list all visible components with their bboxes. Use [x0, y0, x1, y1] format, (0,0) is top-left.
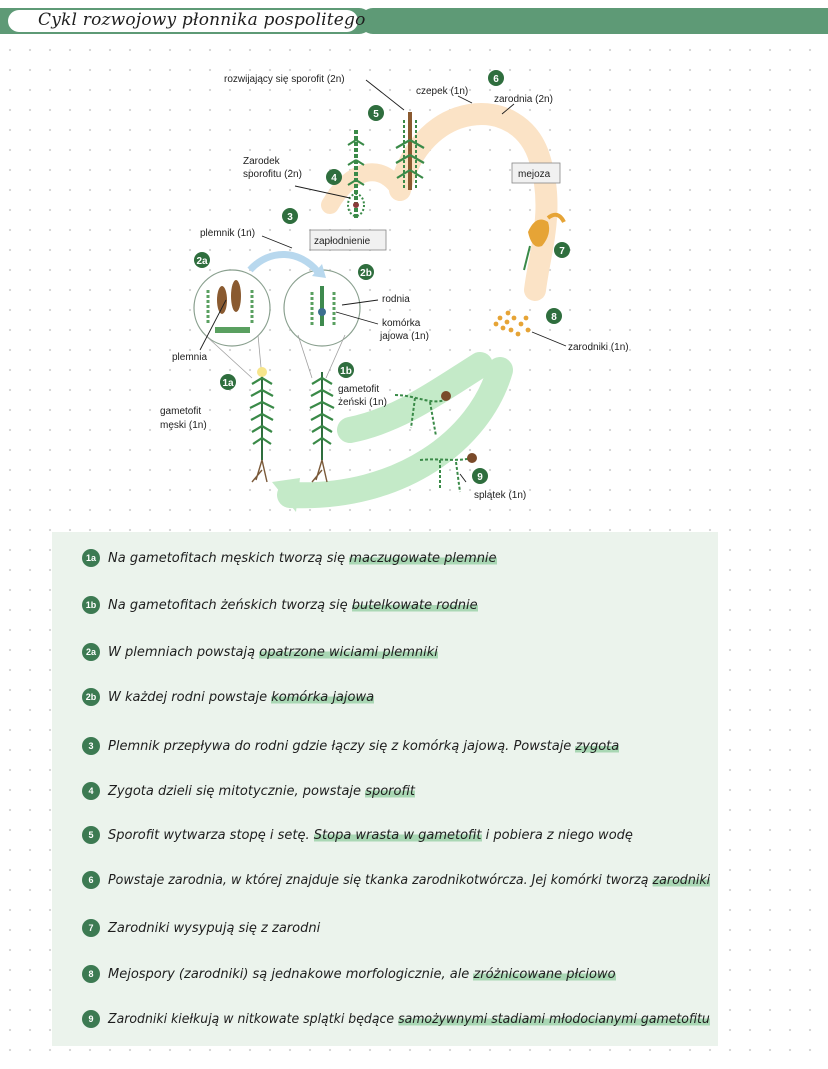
label-fertilization: zapłodnienie	[314, 236, 371, 247]
note-row	[82, 1006, 734, 1032]
note-text-highlight: opatrzone wiciami plemniki	[259, 644, 438, 660]
note-row	[82, 915, 320, 941]
note-text	[108, 645, 438, 660]
note-text-plain: Na gametofitach żeńskich tworzą się	[108, 597, 352, 613]
label-sporangium: zarodnia (2n)	[494, 94, 553, 105]
label-spores: zarodniki (1n)	[568, 342, 629, 353]
note-number-badge: 1a	[82, 549, 100, 567]
badge-8	[546, 308, 562, 324]
note-number-badge: 3	[82, 737, 100, 755]
note-text-plain: W plemniach powstają	[108, 644, 260, 660]
label-meiosis: mejoza	[518, 169, 551, 180]
badge-2b	[358, 264, 374, 280]
svg-text:6: 6	[493, 74, 499, 85]
note-row	[82, 639, 438, 665]
note-number-badge: 4	[82, 782, 100, 800]
badge-1a	[220, 374, 236, 390]
cycle-arrow-upper	[400, 114, 546, 290]
svg-text:7: 7	[559, 246, 565, 257]
male-gametophyte-drawing	[250, 367, 274, 482]
note-row	[82, 733, 619, 759]
badge-2a	[194, 252, 210, 268]
note-text-plain: i pobiera z niego wodę	[481, 827, 633, 843]
note-text-plain: Zarodniki kiełkują w nitkowate splątki będące	[108, 1011, 399, 1027]
svg-text:1b: 1b	[340, 366, 352, 377]
label-calyptra: czepek (1n)	[416, 86, 469, 97]
label-male-gametophyte-line2: męski (1n)	[160, 420, 207, 431]
note-row	[82, 961, 616, 987]
label-protonema: splątek (1n)	[474, 490, 527, 501]
note-number-badge: 9	[82, 1010, 100, 1028]
svg-text:2a: 2a	[196, 256, 208, 267]
female-gametophyte-drawing	[310, 372, 334, 482]
note-text-highlight: butelkowate rodnie	[351, 597, 478, 613]
note-text-plain: Zygota dzieli się mitotycznie, powstaje	[108, 783, 366, 799]
badge-9	[472, 468, 488, 484]
label-archegonium: rodnia	[382, 294, 410, 305]
note-number-badge: 5	[82, 826, 100, 844]
note-text-highlight: zarodniki	[652, 872, 711, 888]
badge-6	[488, 70, 504, 86]
note-text	[108, 551, 497, 566]
note-text-highlight: samożywnymi stadiami młodocianymi gametofitu	[398, 1011, 710, 1027]
sperm-transfer-arrow	[250, 254, 318, 272]
note-text	[108, 967, 616, 982]
note-text	[108, 598, 478, 613]
note-text-plain: Zarodniki wysypują się z zarodni	[108, 920, 321, 936]
badge-5	[368, 105, 384, 121]
note-row	[82, 867, 727, 893]
label-sperm: plemnik (1n)	[200, 228, 256, 239]
note-text-plain: Na gametofitach męskich tworzą się	[108, 550, 350, 566]
antheridium-zoom-circle	[194, 270, 270, 346]
note-row	[82, 778, 415, 804]
note-text	[108, 921, 320, 936]
label-egg-line2: jajowa (1n)	[380, 331, 429, 342]
svg-text:2b: 2b	[360, 268, 372, 279]
label-female-gametophyte-line2: żeński (1n)	[338, 397, 387, 408]
note-number-badge: 7	[82, 919, 100, 937]
badge-4	[326, 169, 342, 185]
note-number-badge: 1b	[82, 596, 100, 614]
svg-text:9: 9	[477, 472, 483, 483]
label-egg-line1: komórka	[382, 318, 421, 329]
svg-text:5: 5	[373, 109, 379, 120]
note-text	[108, 828, 633, 843]
svg-text:4: 4	[331, 173, 337, 184]
page-title: Cykl rozwojowy płonnika pospolitego	[38, 10, 366, 30]
note-text	[108, 739, 619, 754]
svg-text:8: 8	[551, 312, 557, 323]
note-row	[82, 822, 633, 848]
note-text	[108, 784, 415, 799]
note-number-badge: 2b	[82, 688, 100, 706]
note-text-highlight: Stopa wrasta w gametofit	[313, 827, 482, 843]
note-text-highlight: komórka jajowa	[271, 689, 375, 705]
note-text	[108, 1012, 710, 1027]
note-number-badge: 6	[82, 871, 100, 889]
note-text-highlight: zróżnicowane płciowo	[473, 966, 616, 982]
note-text-plain: Powstaje zarodnia, w której znajduje się tkanka zarodnikotwórcza. Jej komórki tworzą	[108, 872, 653, 888]
label-antheridium: plemnia	[172, 352, 208, 363]
note-text-plain: Mejospory (zarodniki) są jednakowe morfologicznie, ale	[108, 966, 474, 982]
badge-7	[554, 242, 570, 258]
note-text-plain: Plemnik przepływa do rodni gdzie łączy się z komórką jajową. Powstaje	[108, 738, 576, 754]
note-row	[82, 684, 374, 710]
note-text-highlight: sporofit	[365, 783, 415, 799]
note-text-plain: W każdej rodni powstaje	[108, 689, 272, 705]
label-embryo-line1: Zarodek	[243, 156, 280, 167]
note-text	[108, 873, 710, 888]
note-text-highlight: zygota	[575, 738, 620, 754]
label-male-gametophyte-line1: gametofit	[160, 406, 202, 417]
label-female-gametophyte-line1: gametofit	[338, 384, 380, 395]
note-text	[108, 690, 374, 705]
badge-1b	[338, 362, 354, 378]
note-row	[82, 545, 497, 571]
label-developing-sporophyte: rozwijający się sporofit (2n)	[224, 74, 345, 85]
badge-3	[282, 208, 298, 224]
note-text-plain: Sporofit wytwarza stopę i setę.	[108, 827, 314, 843]
note-number-badge: 8	[82, 965, 100, 983]
label-embryo-line2: sporofitu (2n)	[243, 169, 302, 180]
note-number-badge: 2a	[82, 643, 100, 661]
svg-text:3: 3	[287, 212, 293, 223]
note-text-highlight: maczugowate plemnie	[349, 550, 497, 566]
svg-text:1a: 1a	[222, 378, 234, 389]
spores-drawing	[494, 311, 531, 337]
note-row	[82, 592, 478, 618]
